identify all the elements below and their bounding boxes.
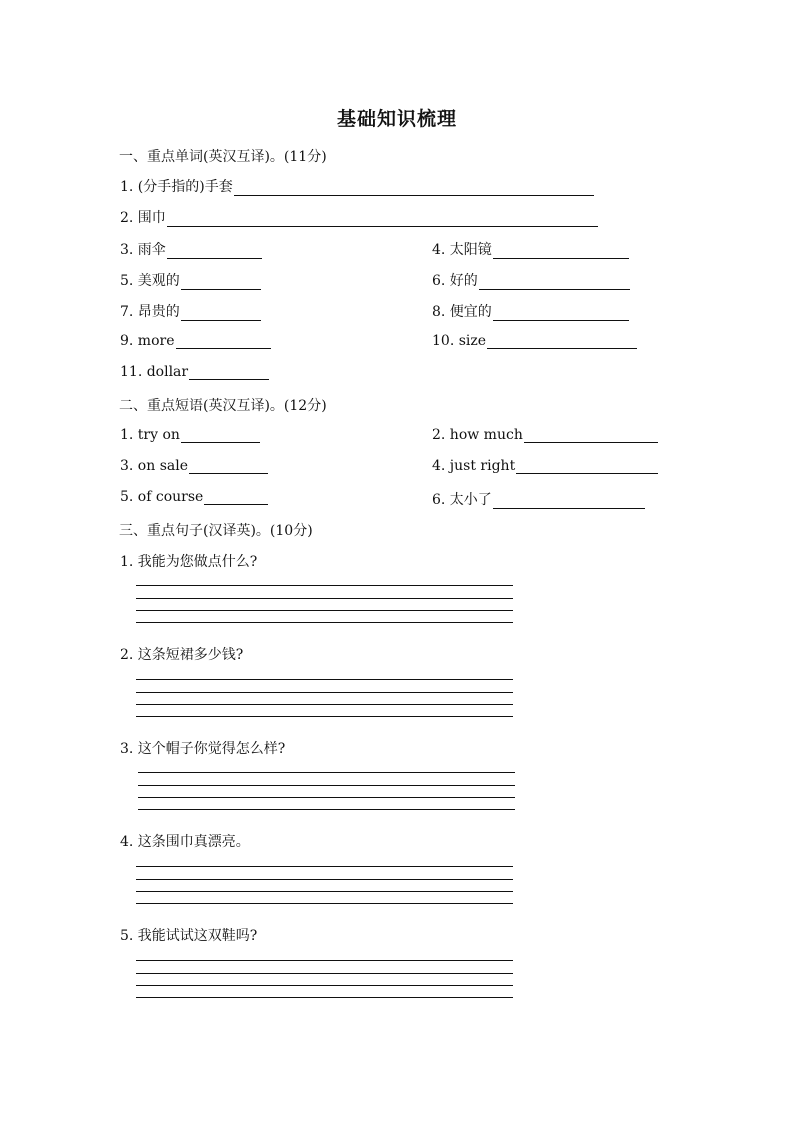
answer-blank[interactable] [181, 275, 261, 290]
word-label: 7. 昂贵的 [120, 304, 180, 320]
writing-line [138, 809, 515, 810]
word-label: 11. dollar [120, 364, 189, 380]
sentence-prompt-3: 3. 这个帽子你觉得怎么样? [120, 741, 286, 757]
writing-line [136, 704, 513, 705]
writing-line [136, 866, 513, 867]
answer-blank[interactable] [204, 490, 268, 505]
writing-line [138, 785, 515, 786]
answer-blank[interactable] [493, 244, 629, 259]
writing-line [138, 797, 515, 798]
word-item-1 [120, 176, 594, 196]
writing-line [136, 960, 513, 961]
word-label: 8. 便宜的 [432, 304, 492, 320]
word-item-2 [120, 207, 598, 227]
answer-blank[interactable] [181, 428, 260, 443]
word-label: 2. 围巾 [120, 210, 166, 226]
answer-blank[interactable] [176, 334, 271, 349]
section-heading-sentences: 三、重点句子(汉译英)。(10分) [119, 523, 313, 539]
word-item-5 [120, 270, 261, 290]
writing-line [136, 891, 513, 892]
page-title: 基础知识梳理 [336, 108, 457, 130]
writing-line [136, 598, 513, 599]
word-item-9 [120, 333, 271, 349]
answer-blank[interactable] [516, 459, 658, 474]
word-label: 9. more [120, 333, 175, 349]
phrase-item-6 [432, 489, 645, 509]
answer-blank[interactable] [234, 181, 594, 196]
phrase-item-1 [120, 427, 260, 443]
word-item-6 [432, 270, 630, 290]
answer-blank[interactable] [479, 275, 630, 290]
sentence-prompt-4: 4. 这条围巾真漂亮。 [120, 834, 250, 850]
answer-blank[interactable] [167, 212, 598, 227]
writing-line [136, 997, 513, 998]
word-label: 6. 好的 [432, 273, 478, 289]
phrase-label: 3. on sale [120, 458, 188, 474]
sentence-prompt-5: 5. 我能试试这双鞋吗? [120, 928, 258, 944]
answer-blank[interactable] [189, 459, 268, 474]
phrase-label: 6. 太小了 [432, 492, 492, 508]
phrase-label: 5. of course [120, 489, 204, 505]
answer-blank[interactable] [487, 334, 637, 349]
phrase-item-2 [432, 427, 658, 443]
writing-line [136, 903, 513, 904]
answer-blank[interactable] [189, 365, 269, 380]
section-heading-words: 一、重点单词(英汉互译)。(11分) [119, 149, 327, 165]
word-label: 4. 太阳镜 [432, 242, 492, 258]
phrase-item-3 [120, 458, 268, 474]
writing-line [136, 973, 513, 974]
writing-line [136, 622, 513, 623]
answer-blank[interactable] [493, 306, 629, 321]
writing-line [136, 610, 513, 611]
phrase-label: 2. how much [432, 427, 523, 443]
writing-line [136, 879, 513, 880]
word-item-11 [120, 364, 269, 380]
sentence-prompt-1: 1. 我能为您做点什么? [120, 554, 258, 570]
writing-line [136, 585, 513, 586]
word-item-7 [120, 301, 261, 321]
answer-blank[interactable] [167, 244, 262, 259]
word-item-3 [120, 239, 262, 259]
sentence-prompt-2: 2. 这条短裙多少钱? [120, 647, 244, 663]
answer-blank[interactable] [493, 494, 645, 509]
writing-line [136, 716, 513, 717]
word-item-10 [432, 333, 637, 349]
word-label: 1. (分手指的)手套 [120, 179, 233, 195]
answer-blank[interactable] [524, 428, 658, 443]
writing-line [136, 985, 513, 986]
phrase-item-4 [432, 458, 658, 474]
word-label: 10. size [432, 333, 487, 349]
word-label: 5. 美观的 [120, 273, 180, 289]
section-heading-phrases: 二、重点短语(英汉互译)。(12分) [119, 398, 327, 414]
writing-line [136, 679, 513, 680]
word-item-8 [432, 301, 629, 321]
phrase-label: 4. just right [432, 458, 516, 474]
phrase-label: 1. try on [120, 427, 180, 443]
writing-line [138, 772, 515, 773]
phrase-item-5 [120, 489, 268, 505]
answer-blank[interactable] [181, 306, 261, 321]
writing-line [136, 692, 513, 693]
word-item-4 [432, 239, 629, 259]
word-label: 3. 雨伞 [120, 242, 166, 258]
